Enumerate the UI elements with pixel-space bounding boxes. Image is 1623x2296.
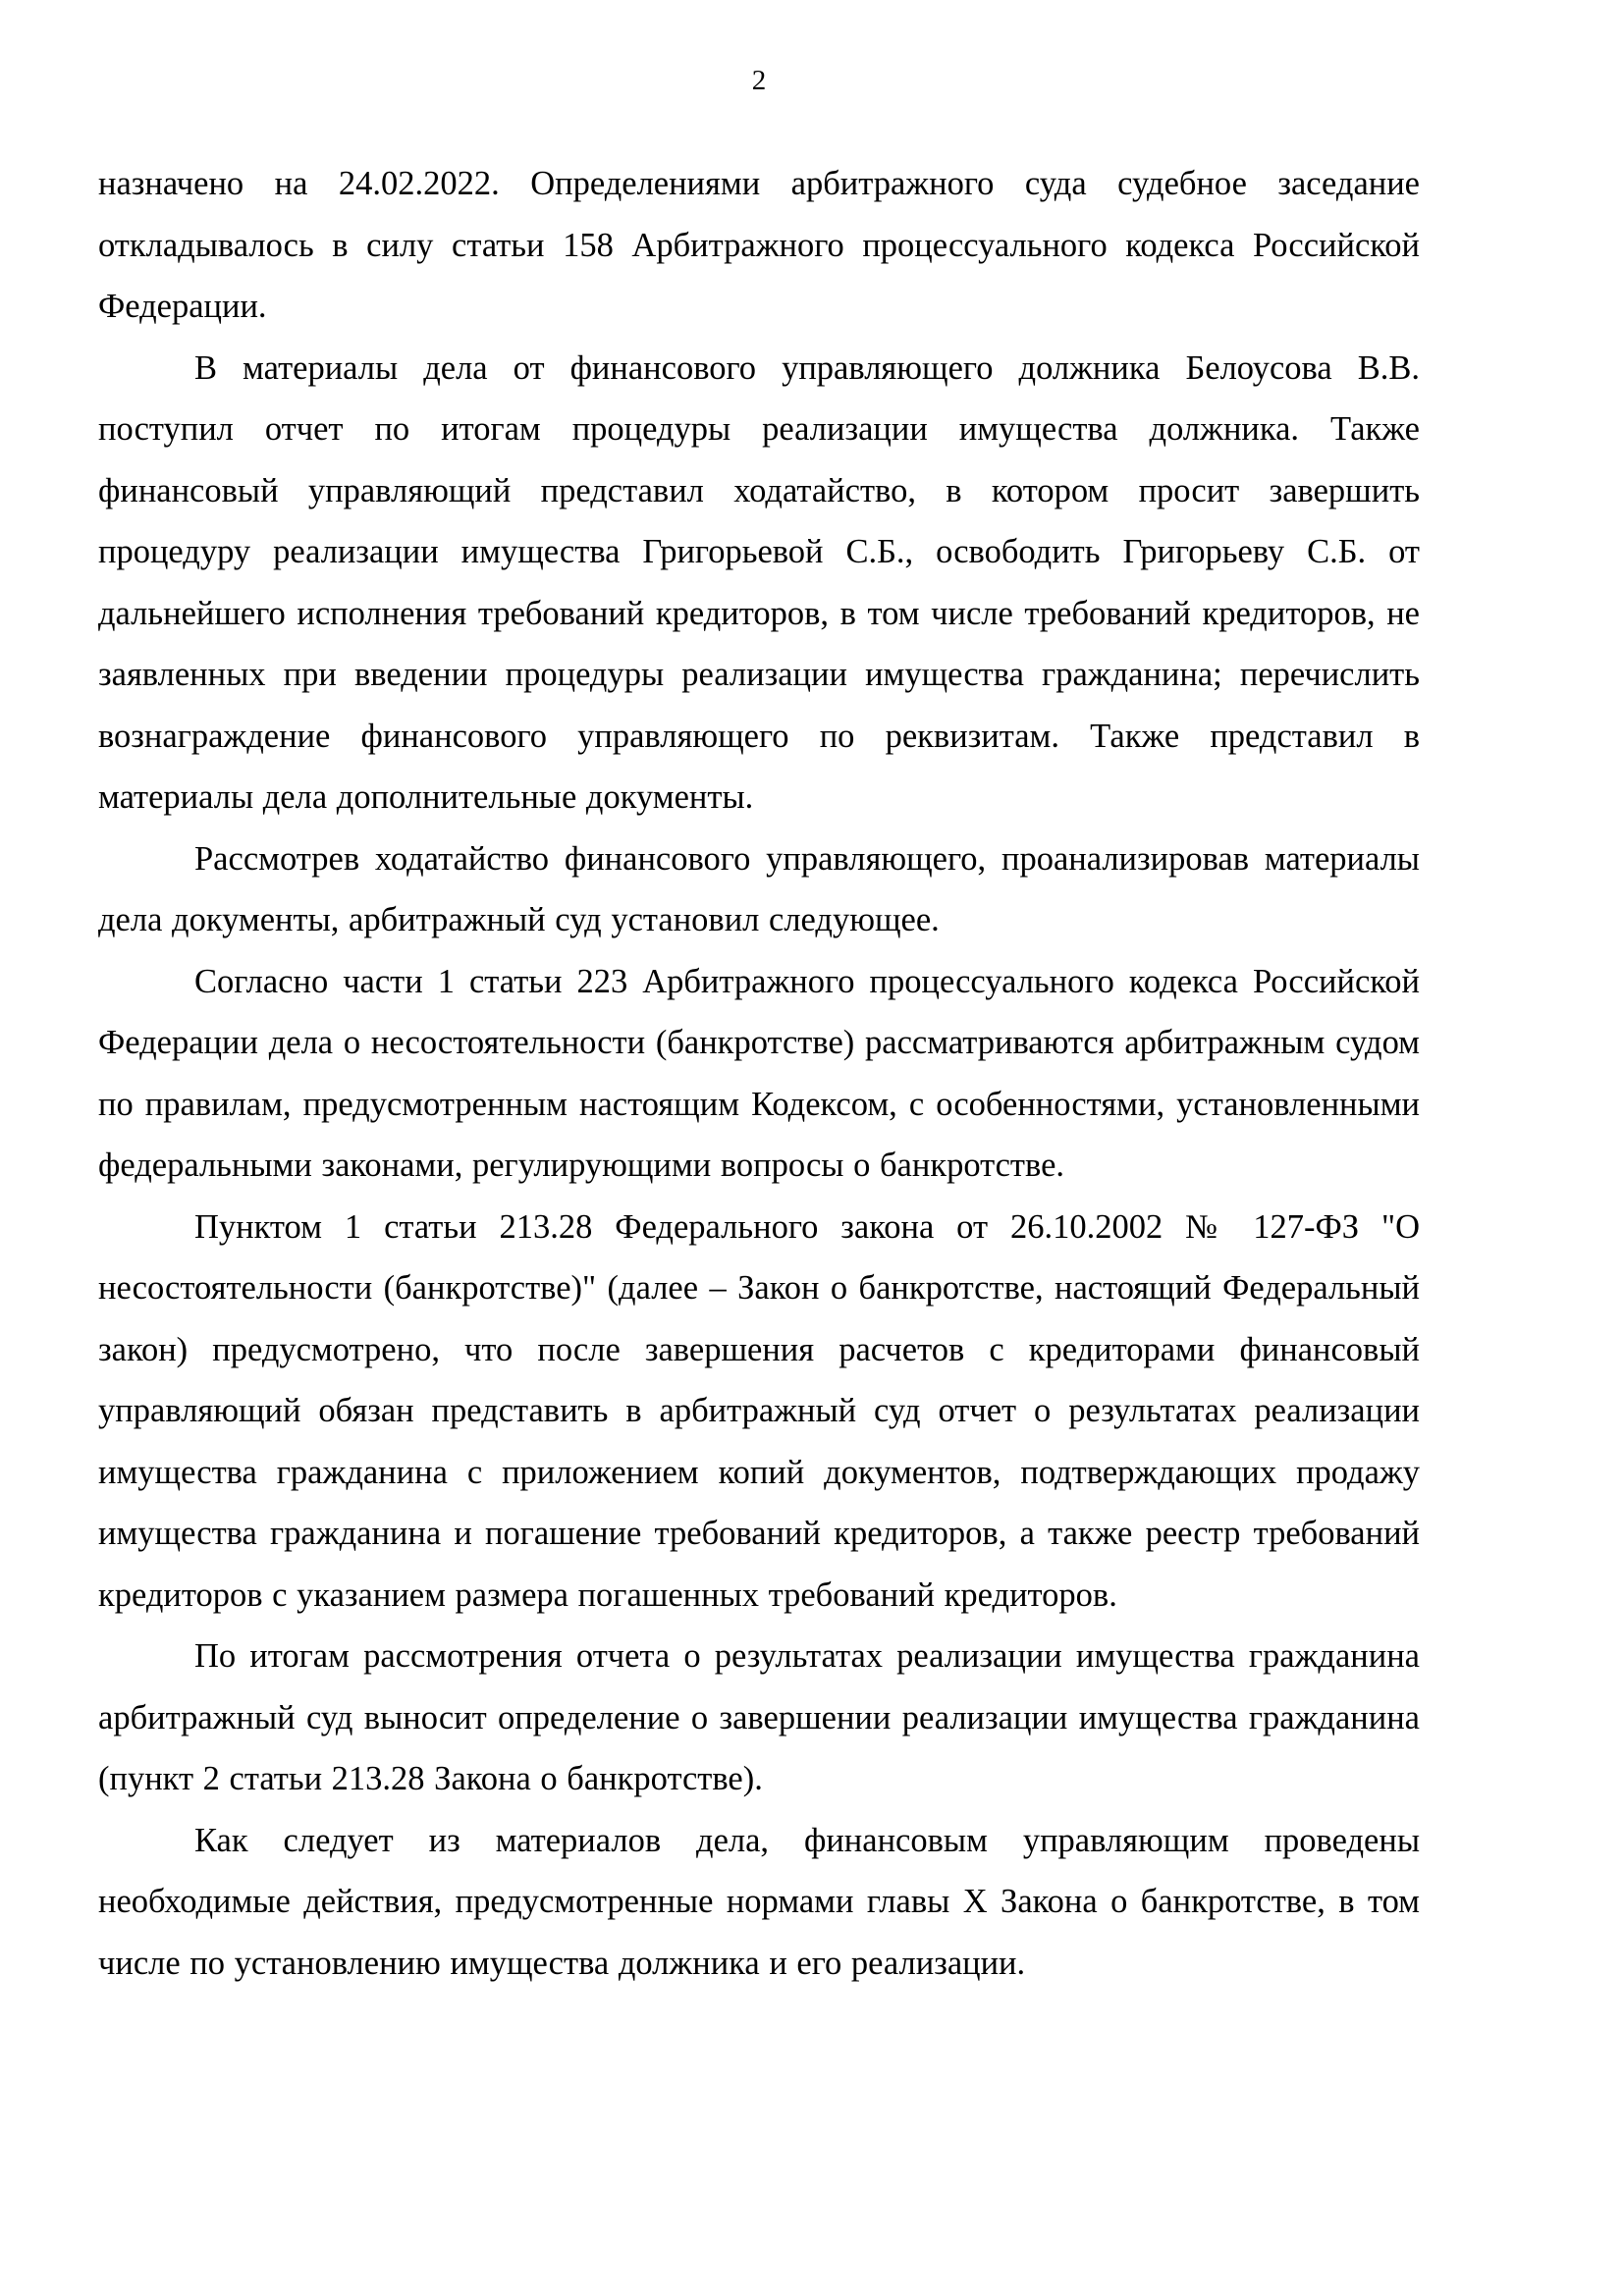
- paragraph-actions-performed: Как следует из материалов дела, финансовым управляющим проведены необходимые действия, предусмотренные нормами главы X Закона о банкротстве, в том числе по установлению имущества должника и его реализации.: [98, 1821, 1420, 1982]
- paragraph-article-213-28: Пунктом 1 статьи 213.28 Федерального закона от 26.10.2002 № 127-ФЗ "О несостоятельности (банкротстве)" (далее – Закон о банкротстве, настоящий Федеральный закон) предусмотрено, что после завершения расчетов с кредиторами финансовый управляющий обязан представить в арбитражный суд отчет о результатах реализации имущества гражданина с приложением копий документов, подтверждающих продажу имущества гражданина и погашение требований кредиторов, а также реестр требований кредиторов с указанием размера погашенных требований кредиторов.: [98, 1207, 1420, 1614]
- page-number: 2: [751, 65, 767, 96]
- paragraph-continuation: назначено на 24.02.2022. Определениями арбитражного суда судебное заседание откладывалось в силу статьи 158 Арбитражного процессуального кодекса Российской Федерации.: [98, 165, 1420, 325]
- body-text: [98, 153, 1420, 1994]
- paragraph-determination: По итогам рассмотрения отчета о результатах реализации имущества гражданина арбитражный суд выносит определение о завершении реализации имущества гражданина (пункт 2 статьи 213.28 Закона о банкротстве).: [98, 1637, 1420, 1797]
- paragraph-court-established: Рассмотрев ходатайство финансового управляющего, проанализировав материалы дела документы, арбитражный суд установил следующее.: [98, 839, 1420, 938]
- paragraph-report-received: В материалы дела от финансового управляющего должника Белоусова В.В. поступил отчет по итогам процедуры реализации имущества должника. Также финансовый управляющий представил ходатайство, в котором просит завершить процедуру реализации имущества Григорьевой С.Б., освободить Григорьеву С.Б. от дальнейшего исполнения требований кредиторов, в том числе требований кредиторов, не заявленных при введении процедуры реализации имущества гражданина; перечислить вознаграждение финансового управляющего по реквизитам. Также представил в материалы дела дополнительные документы.: [98, 348, 1420, 816]
- paragraph-article-223: Согласно части 1 статьи 223 Арбитражного процессуального кодекса Российской Федерации дела о несостоятельности (банкротстве) рассматриваются арбитражным судом по правилам, предусмотренным настоящим Кодексом, с особенностями, установленными федеральными законами, регулирующими вопросы о банкротстве.: [98, 962, 1420, 1184]
